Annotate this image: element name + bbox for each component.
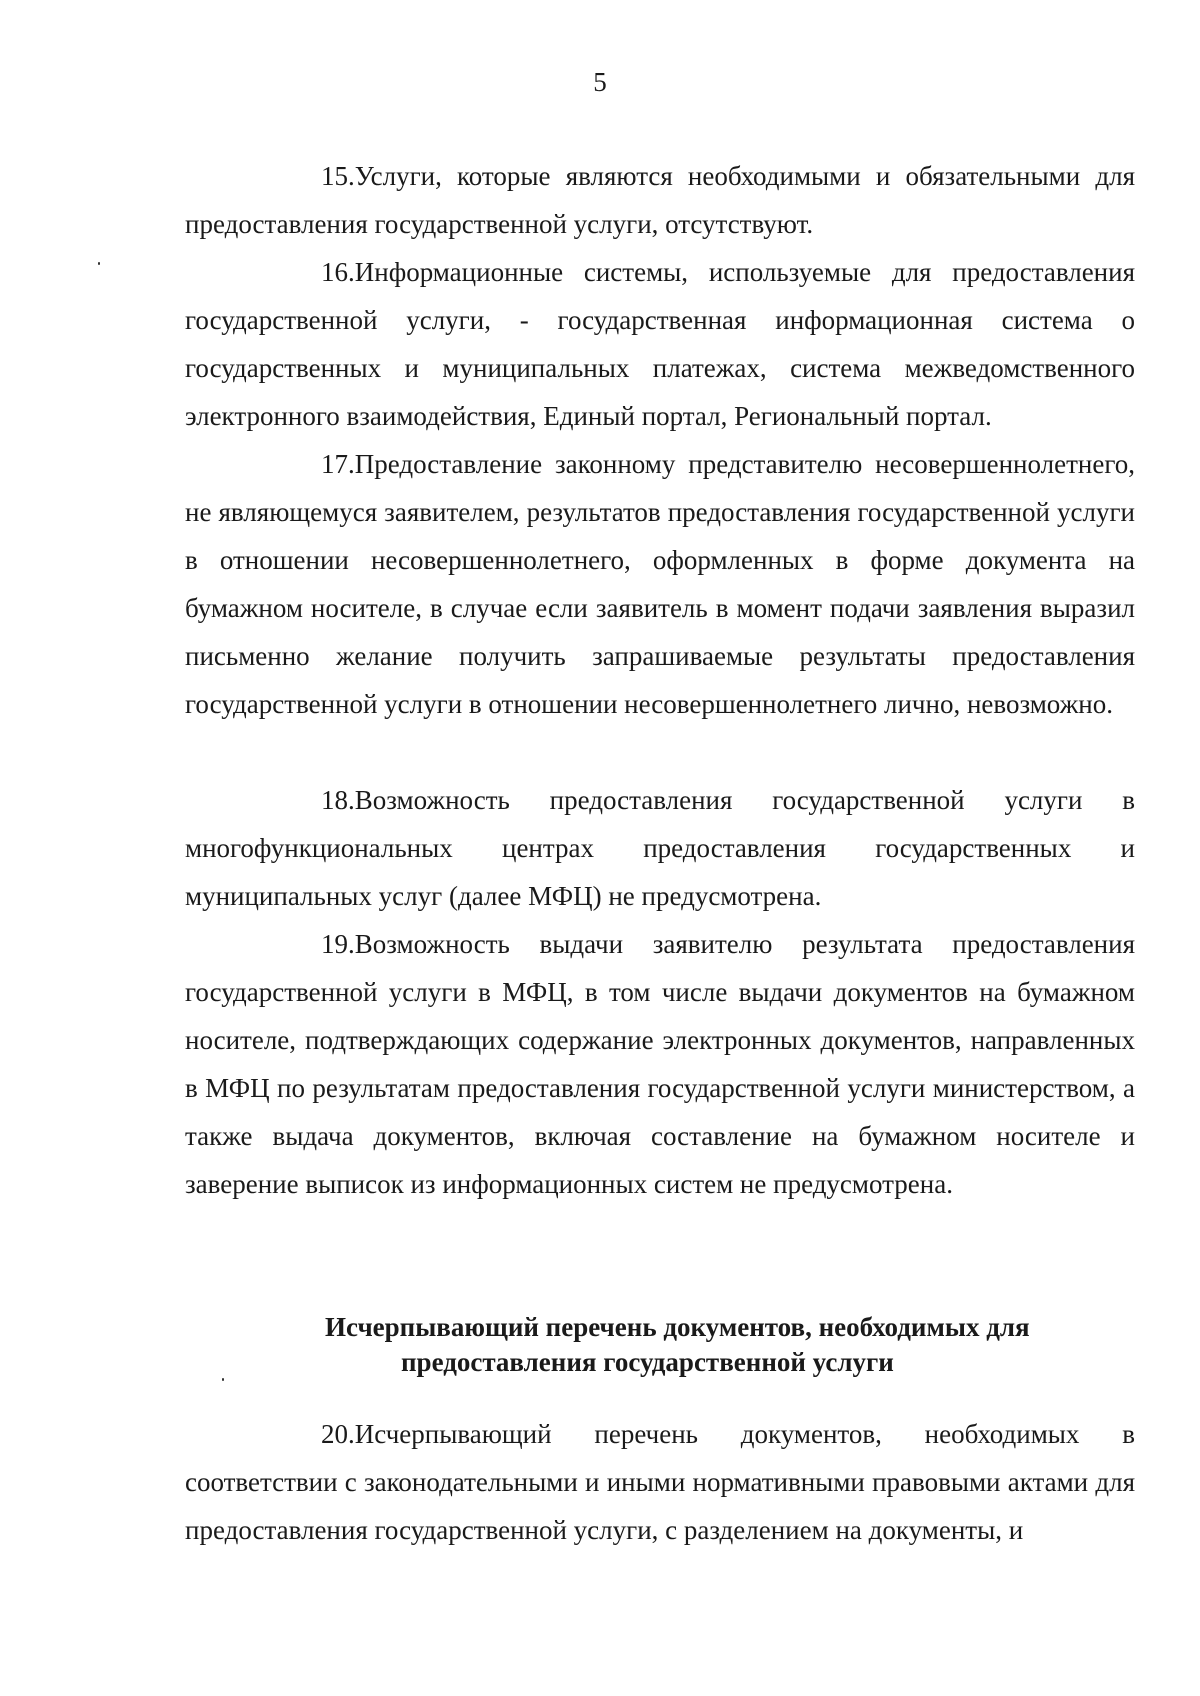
section-heading-line-1: Исчерпывающий перечень документов, необходимых для: [325, 1312, 1030, 1342]
paragraph-number: 20.: [321, 1419, 355, 1449]
paragraph-20: [185, 1410, 1135, 1554]
paragraph-text: Услуги, которые являются необходимыми и обязательными для предоставления государственной услуги, отсутствуют.: [185, 161, 1135, 239]
page-number: 5: [593, 67, 607, 97]
scan-speck: [98, 262, 100, 265]
paragraph-text: Исчерпывающий перечень документов, необходимых в соответствии с законодательными и иными нормативными правовыми актами для предоставления государственной услуги, с разделением на документы, и: [185, 1419, 1135, 1545]
paragraph-number: 15.: [321, 161, 355, 191]
paragraph-18: [185, 776, 1135, 920]
paragraph-number: 17.: [321, 449, 355, 479]
scan-speck: [222, 1378, 224, 1381]
section-heading-line-2: предоставления государственной услуги: [401, 1347, 894, 1377]
paragraph-number: 19.: [321, 929, 355, 959]
section-heading: [185, 1310, 1135, 1380]
paragraph-number: 18.: [321, 785, 355, 815]
paragraph-text: Информационные системы, используемые для предоставления государственной услуги, - государственная информационная система о государственных и муниципальных платежах, система межведомственного электронного взаимодействия, Единый портал, Региональный портал.: [185, 257, 1135, 431]
paragraph-16: [185, 248, 1135, 440]
paragraph-text: Возможность выдачи заявителю результата предоставления государственной услуги в МФЦ, в том числе выдачи документов на бумажном носителе, подтверждающих содержание электронных документов, направленных в МФЦ по результатам предоставления государственной услуги министерством, а также выдача документов, включая составление на бумажном носителе и заверение выписок из информационных систем не предусмотрена.: [185, 929, 1135, 1199]
paragraph-text: Возможность предоставления государственной услуги в многофункциональных центрах предоставления государственных и муниципальных услуг (далее МФЦ) не предусмотрена.: [185, 785, 1135, 911]
paragraph-number: 16.: [321, 257, 355, 287]
paragraph-15: [185, 152, 1135, 248]
paragraph-19: [185, 920, 1135, 1208]
paragraph-text: Предоставление законному представителю несовершеннолетнего, не являющемуся заявителем, результатов предоставления государственной услуги в отношении несовершеннолетнего, оформленных в форме документа на бумажном носителе, в случае если заявитель в момент подачи заявления выразил письменно желание получить запрашиваемые результаты предоставления государственной услуги в отношении несовершеннолетнего лично, невозможно.: [185, 449, 1135, 719]
paragraph-17: [185, 440, 1135, 728]
